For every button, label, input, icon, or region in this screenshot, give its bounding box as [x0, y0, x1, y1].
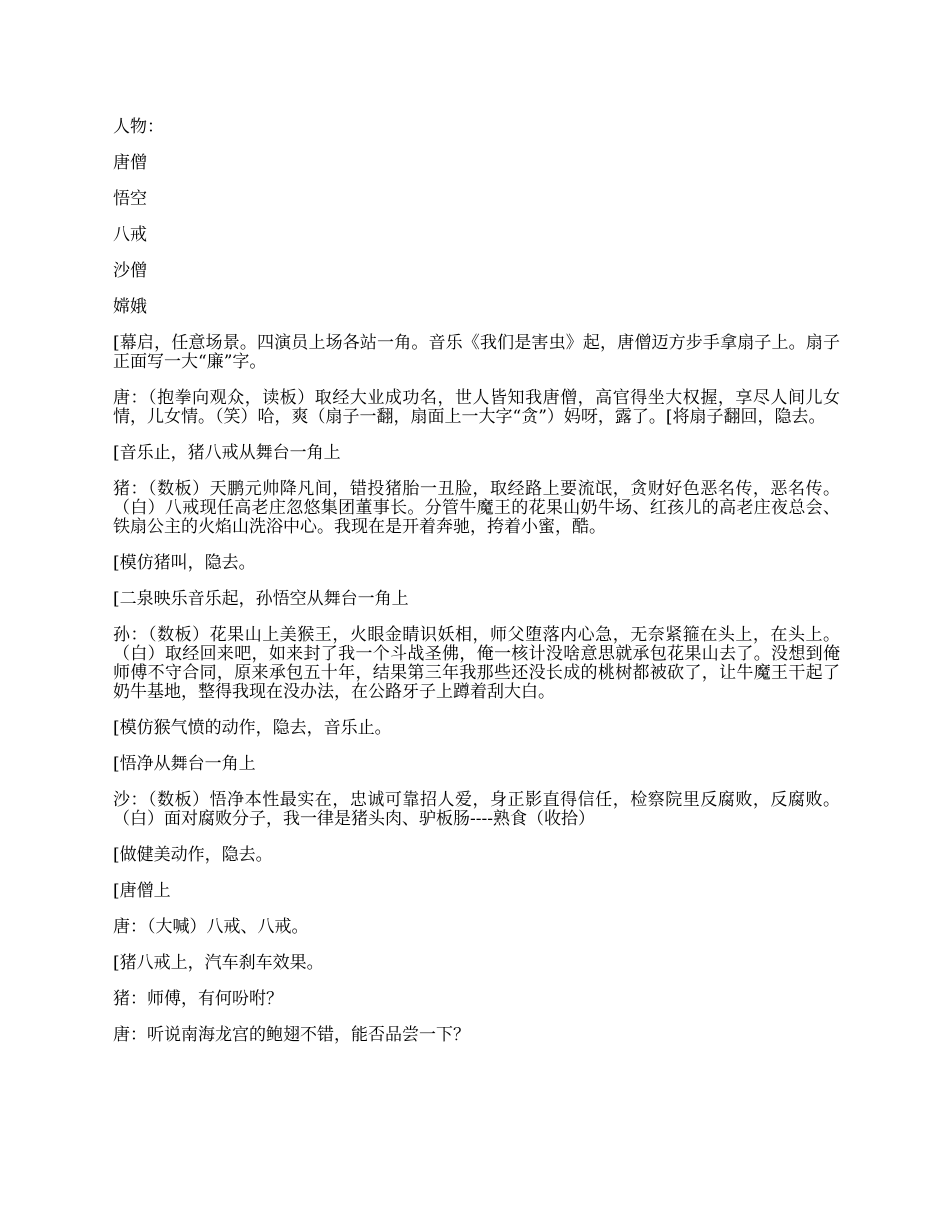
stage-direction-bajie-car: [猪八戒上，汽车刹车效果。: [113, 953, 324, 973]
dialogue-sha-intro: 沙：（数板）悟净本性最实在，忠诚可靠招人爱，身正影直得信任，检察院里反腐败，反腐败。（白）面对腐败分子，我一律是猪头肉、驴板肠----熟食（收拾）: [113, 790, 840, 829]
character-bajie: 八戒: [113, 225, 147, 245]
stage-direction-monkey-exit: [模仿猴气愤的动作，隐去，音乐止。: [113, 718, 392, 738]
dialogue-zhu-intro: 猪：（数板）天鹏元帅降凡间，错投猪胎一丑脸，取经路上要流氓，贪财好色恶名传，恶名传。（白）八戒现任高老庄忽悠集团董事长。分管牛魔王的花果山奶牛场、红孩儿的高老庄夜总会、铁扇公主的火焰山洗浴中心。我现在是开着奔驰，挎着小蜜，酷。: [113, 479, 840, 537]
stage-direction-pig-exit: [模仿猪叫，隐去。: [113, 553, 256, 573]
stage-direction-bajie-enter: [音乐止，猪八戒从舞台一角上: [113, 443, 341, 463]
character-sha-seng: 沙僧: [113, 261, 147, 281]
dialogue-zhu-reply: 猪：师傅，有何吩咐？: [113, 989, 283, 1009]
dialogue-tang-request: 唐：听说南海龙宫的鲍翅不错，能否品尝一下？: [113, 1025, 470, 1045]
dialogue-tang-call: 唐：（大喊）八戒、八戒。: [113, 917, 309, 937]
script-text-body: [113, 118, 840, 1062]
character-tang-seng: 唐僧: [113, 153, 147, 173]
character-list-heading: 人物：: [113, 117, 164, 137]
stage-direction-wukong-enter: [二泉映乐音乐起，孙悟空从舞台一角上: [113, 589, 409, 609]
dialogue-sun-intro: 孙：（数板）花果山上美猴王，火眼金睛识妖相，师父堕落内心急，无奈紧箍在头上，在头上。（白）取经回来吧，如来封了我一个斗战圣佛，俺一核计没啥意思就承包花果山去了。没想到俺师傅不守合同，原来承包五十年，结果第三年我那些还没长成的桃树都被砍了，让牛魔王干起了奶牛基地，整得我现在没办法，在公路牙子上蹲着刮大白。: [113, 625, 840, 702]
stage-direction-sha-exit: [做健美动作，隐去。: [113, 845, 273, 865]
stage-direction-opening: [幕启，任意场景。四演员上场各站一角。音乐《我们是害虫》起，唐僧迈方步手拿扇子上。扇子正面写一大“廉”字。: [113, 333, 840, 372]
character-wukong: 悟空: [113, 189, 147, 209]
character-change: 嫦娥: [113, 297, 147, 317]
dialogue-tang-intro: 唐：（抱拳向观众，读板）取经大业成功名，世人皆知我唐僧，高官得坐大权握，享尽人间儿女情，儿女情。（笑）哈，爽（扇子一翻，扇面上一大字“贪”）妈呀，露了。[将扇子翻回，隐去。: [113, 388, 840, 427]
stage-direction-wujing-enter: [悟净从舞台一角上: [113, 754, 256, 774]
stage-direction-tang-enter: [唐僧上: [113, 881, 171, 901]
